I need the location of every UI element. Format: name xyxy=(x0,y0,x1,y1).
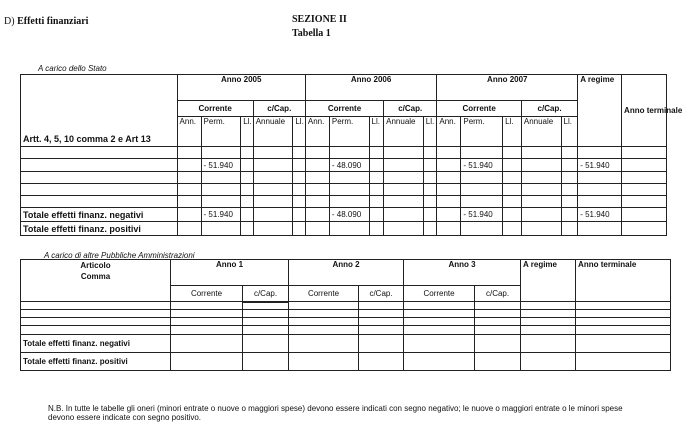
ccap-2007: c/Cap. xyxy=(521,101,577,117)
value-cell: - 48.090 xyxy=(329,159,369,172)
footnote: N.B. In tutte le tabelle gli oneri (minori entrate o nuove o maggiori spese) devono essere indicati con segno negativo; le nuove o maggiori entrate o le minori spese devono essere indicate con segno positivo. xyxy=(48,404,623,422)
table1-total-positive-row xyxy=(21,222,667,236)
year-2: Anno 2 xyxy=(289,260,404,286)
table2-empty-row xyxy=(21,318,671,326)
corrente-2007: Corrente xyxy=(437,101,522,117)
table-stato xyxy=(20,74,683,236)
ccap-2006: c/Cap. xyxy=(384,101,437,117)
subcol-annuale: Annuale xyxy=(253,117,293,147)
subcol-ll: Ll. xyxy=(423,117,437,147)
table1-caption: A carico dello Stato xyxy=(38,64,107,73)
table1-empty-row xyxy=(21,196,667,208)
section-prefix: D) xyxy=(4,16,15,27)
subcol-ll: Ll. xyxy=(293,117,306,147)
year-2005: Anno 2005 xyxy=(177,75,305,101)
table1-spacer-row xyxy=(21,147,667,159)
ccap-1: c/Cap. xyxy=(243,286,289,302)
value-cell: - 51.940 xyxy=(461,159,503,172)
subcol-ll: Ll. xyxy=(503,117,522,147)
table1-total-negative-row xyxy=(21,208,667,222)
table2-total-positive-row xyxy=(21,353,671,371)
corrente-2: Corrente xyxy=(289,286,359,302)
value-cell: - 48.090 xyxy=(329,208,369,222)
subcol-perm: Perm. xyxy=(461,117,503,147)
total-positive-label: Totale effetti finanz. positivi xyxy=(21,222,178,236)
value-cell: - 51.940 xyxy=(201,159,241,172)
table2-caption: A carico di altre Pubbliche Amministrazioni xyxy=(44,251,195,260)
year-2006: Anno 2006 xyxy=(305,75,436,101)
table1-value-row xyxy=(21,159,667,172)
corrente-3: Corrente xyxy=(404,286,475,302)
year-2007: Anno 2007 xyxy=(437,75,578,101)
year-1: Anno 1 xyxy=(171,260,289,286)
subcol-ll: Ll. xyxy=(241,117,254,147)
anno-terminale-header: Anno terminale xyxy=(576,260,671,302)
table2-empty-row xyxy=(21,326,671,335)
subcol-ann: Ann. xyxy=(305,117,329,147)
value-cell: - 51.940 xyxy=(461,208,503,222)
anno-terminale-header: Anno terminale xyxy=(622,75,667,147)
table2-header-years xyxy=(21,260,671,286)
subcol-perm: Perm. xyxy=(329,117,369,147)
value-cell: - 51.940 xyxy=(578,159,622,172)
articolo-comma-header xyxy=(21,260,171,302)
articolo-label: Articolo xyxy=(80,261,111,270)
value-cell: - 51.940 xyxy=(201,208,241,222)
corrente-1: Corrente xyxy=(171,286,243,302)
tabella-label: Tabella 1 xyxy=(292,28,331,39)
subcol-ann: Ann. xyxy=(437,117,461,147)
corrente-2006: Corrente xyxy=(305,101,383,117)
subcol-annuale: Annuale xyxy=(521,117,561,147)
table1-row-label: Artt. 4, 5, 10 comma 2 e Art 13 xyxy=(21,75,178,147)
subcol-annuale: Annuale xyxy=(384,117,424,147)
subcol-ll: Ll. xyxy=(369,117,384,147)
sezione-label: SEZIONE II xyxy=(292,14,347,25)
total-positive-label: Totale effetti finanz. positivi xyxy=(21,353,171,371)
ccap-2: c/Cap. xyxy=(359,286,404,302)
table2-empty-row xyxy=(21,302,671,310)
subcol-ann: Ann. xyxy=(177,117,201,147)
section-title: Effetti finanziari xyxy=(17,16,89,27)
total-negative-label: Totale effetti finanz. negativi xyxy=(21,335,171,353)
ccap-3: c/Cap. xyxy=(475,286,521,302)
total-negative-label: Totale effetti finanz. negativi xyxy=(21,208,178,222)
table1-empty-row xyxy=(21,184,667,196)
value-cell: - 51.940 xyxy=(578,208,622,222)
table2-total-negative-row xyxy=(21,335,671,353)
a-regime-header: A regime xyxy=(578,75,622,147)
table-altre-pa xyxy=(20,259,671,371)
table1-empty-row xyxy=(21,172,667,184)
subcol-perm: Perm. xyxy=(201,117,241,147)
corrente-2005: Corrente xyxy=(177,101,253,117)
table2-empty-row xyxy=(21,310,671,318)
section-heading xyxy=(4,16,88,27)
a-regime-header: A regime xyxy=(521,260,576,302)
year-3: Anno 3 xyxy=(404,260,521,286)
ccap-2005: c/Cap. xyxy=(253,101,305,117)
comma-label: Comma xyxy=(80,272,111,281)
table1-header-years xyxy=(21,75,667,101)
subcol-ll: Ll. xyxy=(561,117,578,147)
